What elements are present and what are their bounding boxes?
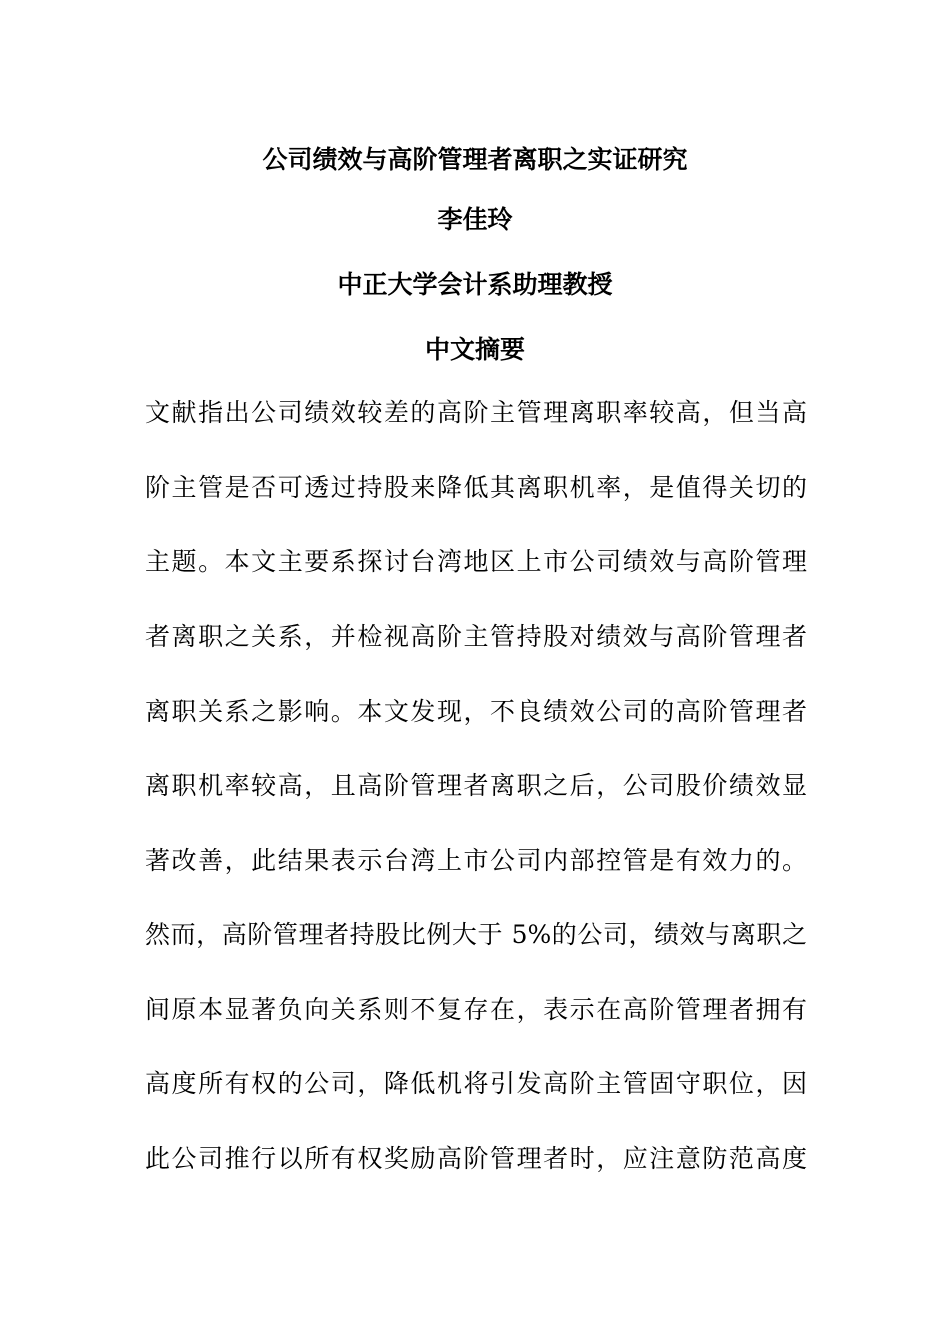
abstract-line: 此公司推行以所有权奖励高阶管理者时，应注意防范高度 xyxy=(145,1144,807,1173)
abstract-line: 阶主管是否可透过持股来降低其离职机率，是值得关切的 xyxy=(145,473,807,502)
abstract-heading: 中文摘要 xyxy=(424,335,525,364)
abstract-line: 主题。本文主要系探讨台湾地区上市公司绩效与高阶管理 xyxy=(145,547,807,576)
abstract-line: 离职机率较高，且高阶管理者离职之后，公司股价绩效显 xyxy=(145,771,807,800)
abstract-line: 高度所有权的公司，降低机将引发高阶主管固守职位，因 xyxy=(145,1069,807,1098)
abstract-line: 著改善，此结果表示台湾上市公司内部控管是有效力的。 xyxy=(145,846,807,875)
abstract-line: 者离职之关系，并检视高阶主管持股对绩效与高阶管理者 xyxy=(145,622,807,651)
abstract-line: 文献指出公司绩效较差的高阶主管理离职率较高，但当高 xyxy=(145,398,807,427)
paper-title: 公司绩效与高阶管理者离职之实证研究 xyxy=(262,145,688,174)
author-affiliation: 中正大学会计系助理教授 xyxy=(337,270,613,299)
abstract-line: 间原本显著负向关系则不复存在，表示在高阶管理者拥有 xyxy=(145,995,807,1024)
author-name: 李佳玲 xyxy=(437,205,513,234)
abstract-line: 离职关系之影响。本文发现，不良绩效公司的高阶管理者 xyxy=(145,697,807,726)
abstract-line: 然而，高阶管理者持股比例大于 5%的公司，绩效与离职之 xyxy=(145,920,807,949)
